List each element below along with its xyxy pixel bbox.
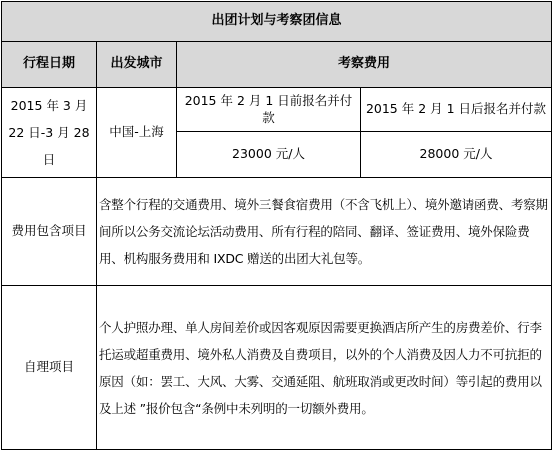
price-after-label: 2015 年 2 月 1 日后报名并付款 [361, 88, 552, 132]
included-text: 含整个行程的交通费用、境外三餐食宿费用（不含飞机上）、境外邀请函费、考察期间所以公务交流论坛活动费用、所有行程的陪同、翻译、签证费用、境外保险费用、机构服务费用和 IXDC 赠送的出团大礼包等。 [97, 178, 552, 286]
self-paid-label: 自理项目 [2, 286, 97, 450]
price-before-label: 2015 年 2 月 1 日前报名并付款 [177, 88, 361, 132]
price-after-value: 28000 元/人 [361, 132, 552, 178]
self-paid-text: 个人护照办理、单人房间差价或因客观原因需要更换酒店所产生的房费差价、行李托运或超重费用、境外私人消费及自费项目，以外的个人消费及因人力不可抗拒的原因（如：罢工、大风、大雾、交通延阻、航班取消或更改时间）等引起的费用以及上述 ”报价包含“条例中未列明的一切额外费用。 [97, 286, 552, 450]
trip-info-table [1, 1, 552, 450]
departure-city: 中国-上海 [97, 88, 177, 178]
price-before-value: 23000 元/人 [177, 132, 361, 178]
header-departure-city: 出发城市 [97, 42, 177, 88]
table-title: 出团计划与考察团信息 [2, 2, 552, 42]
header-cost: 考察费用 [177, 42, 552, 88]
trip-date: 2015 年 3 月 22 日-3 月 28 日 [2, 88, 97, 178]
header-trip-date: 行程日期 [2, 42, 97, 88]
included-label: 费用包含项目 [2, 178, 97, 286]
